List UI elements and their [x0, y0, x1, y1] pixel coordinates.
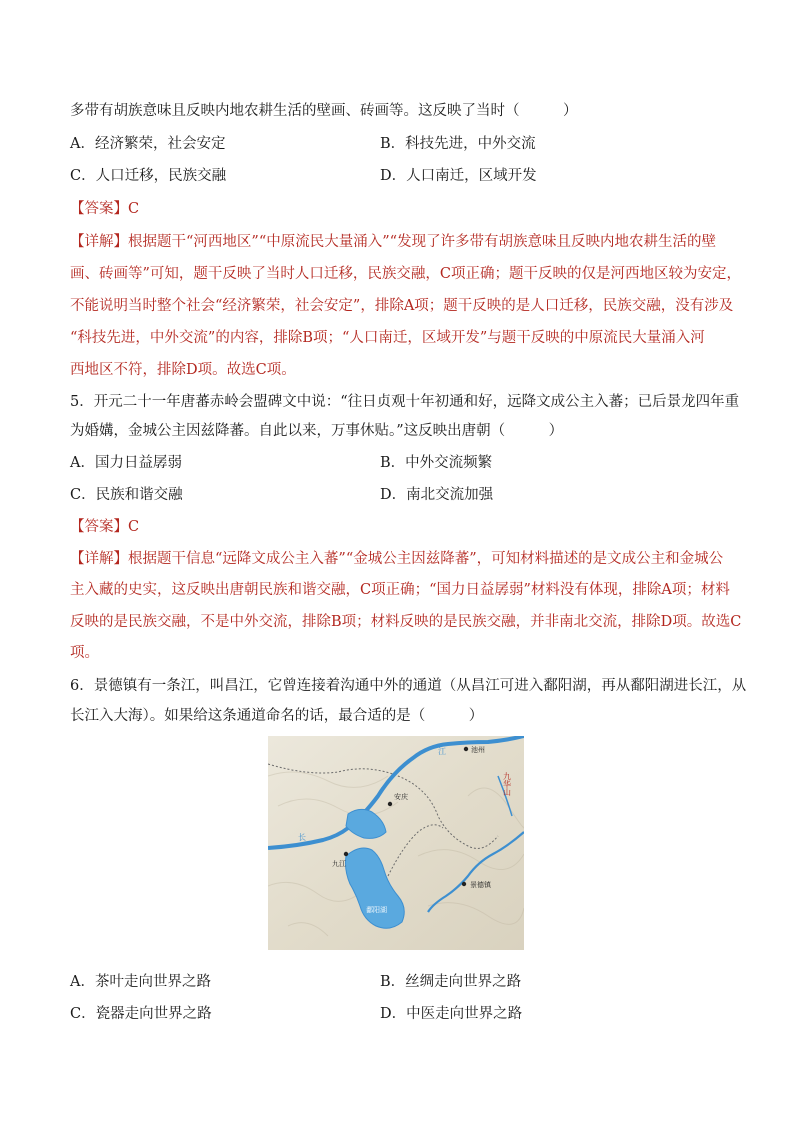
q5-detail-line-4: 项。 [70, 645, 99, 661]
q4-detail-line-4: “科技先进，中外交流”的内容，排除B项；“人口南迁，区域开发”与题干反映的中原流民大量涌入河 [70, 330, 705, 346]
q6-stem-line-2: 长江入大海）。如果给这条通道命名的话，最合适的是（ ） [70, 708, 484, 724]
q4-stem: 多带有胡族意味且反映内地农耕生活的壁画、砖画等。这反映了当时（ ） [70, 103, 578, 119]
answer-tag: 【答案】 [70, 519, 128, 535]
label-jiang: 江 [438, 747, 446, 756]
q5-detail-line-3: 反映的是民族交融，不是中外交流，排除B项；材料反映的是民族交融，并非南北交流，排除D项。故选C [70, 614, 742, 630]
city-dot-jingdezhen [462, 882, 466, 886]
q5-option-a: A．国力日益孱弱 [70, 455, 182, 471]
detail-text: 根据题干信息“远降文成公主入蕃”“金城公主因兹降蕃”，可知材料描述的是文成公主和金城公 [128, 551, 724, 567]
q4-detail-line-1 [70, 232, 716, 252]
q5-option-c: C．民族和谐交融 [70, 487, 183, 503]
q5-stem-line-2: 为婚媾，金城公主因兹降蕃。自此以来，万事休贴。”这反映出唐朝（ ） [70, 423, 564, 439]
q6-option-d: D．中医走向世界之路 [380, 1006, 523, 1022]
q4-option-d: D．人口南迁，区域开发 [380, 168, 537, 184]
q6-option-c: C．瓷器走向世界之路 [70, 1006, 212, 1022]
q5-stem-line-1: 5．开元二十一年唐蕃赤岭会盟碑文中说：“往日贞观十年初通和好，远降文成公主入蕃；已后景龙四年重 [70, 394, 740, 410]
label-chang: 长 [298, 833, 306, 842]
label-chizhou: 池州 [471, 746, 485, 754]
poyang-map [268, 736, 524, 950]
q5-detail-line-1 [70, 549, 723, 569]
label-jiuhua: 九华山 [502, 772, 512, 796]
city-dot-anqing [388, 802, 392, 806]
q4-detail-line-2: 画、砖画等”可知，题干反映了当时人口迁移，民族交融，C项正确；题干反映的仅是河西地区较为安定， [70, 266, 742, 282]
answer-tag: 【答案】 [70, 201, 128, 217]
detail-text: 根据题干“河西地区”“中原流民大量涌入”“发现了许多带有胡族意味且反映内地农耕生活的壁 [128, 234, 717, 250]
q4-detail-line-3: 不能说明当时整个社会“经济繁荣，社会安定”，排除A项；题干反映的是人口迁移，民族交融，没有涉及 [70, 298, 734, 314]
detail-tag: 【详解】 [70, 551, 128, 567]
q5-option-d: D．南北交流加强 [380, 487, 494, 503]
detail-tag: 【详解】 [70, 234, 128, 250]
label-poyang: 鄱阳湖 [366, 906, 387, 914]
city-dot-chizhou [464, 747, 468, 751]
q6-option-b: B．丝绸走向世界之路 [380, 974, 522, 990]
label-jingdezhen: 景德镇 [470, 881, 491, 889]
q4-option-a: A．经济繁荣，社会安定 [70, 136, 226, 152]
q4-option-c: C．人口迁移，民族交融 [70, 168, 227, 184]
answer-value: C [128, 201, 140, 217]
q5-detail-line-2: 主入藏的史实，这反映出唐朝民族和谐交融，C项正确；“国力日益孱弱”材料没有体现，排除A项；材料 [70, 582, 730, 598]
answer-value: C [128, 519, 140, 535]
q4-option-b: B．科技先进，中外交流 [380, 136, 536, 152]
q4-detail-line-5: 西地区不符，排除D项。故选C项。 [70, 362, 296, 378]
q5-answer [70, 517, 139, 537]
q6-stem-line-1: 6．景德镇有一条江，叫昌江，它曾连接着沟通中外的通道（从昌江可进入鄱阳湖，再从鄱阳湖进长江，从 [70, 678, 747, 694]
city-dot-jiujiang [344, 852, 348, 856]
label-jiujiang: 九江 [332, 860, 346, 868]
q6-option-a: A．茶叶走向世界之路 [70, 974, 211, 990]
q5-option-b: B．中外交流频繁 [380, 455, 493, 471]
q4-answer [70, 199, 139, 219]
label-anqing: 安庆 [394, 793, 408, 801]
